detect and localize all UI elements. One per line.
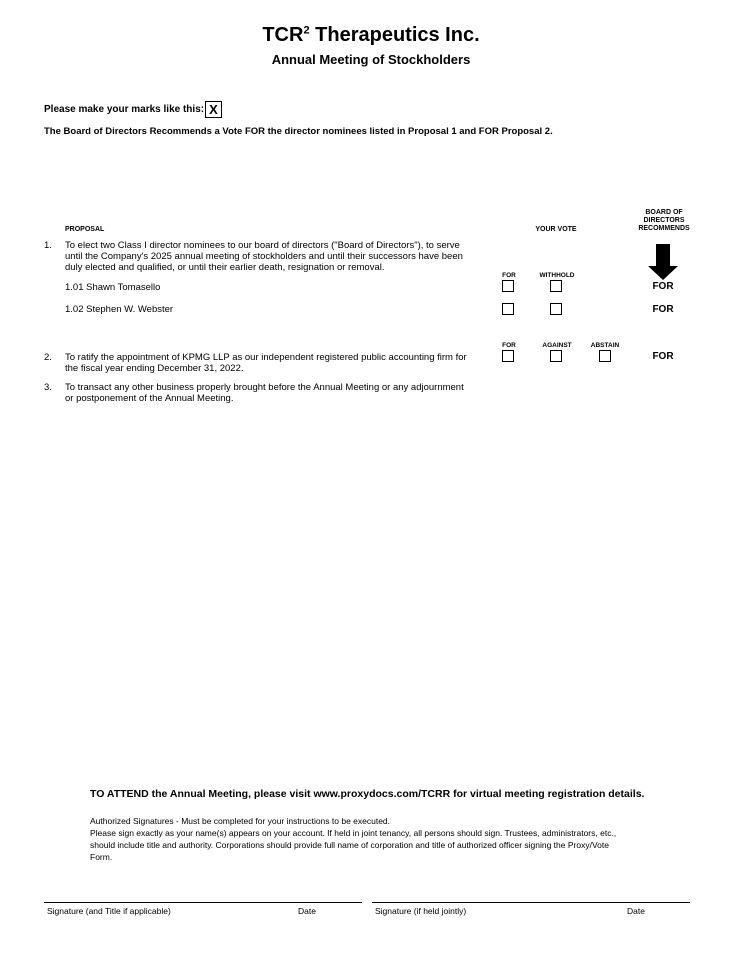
proposal-1-line: until the Company's 2025 annual meeting of stockholders and until their successors have been bbox=[65, 251, 463, 262]
proposal-2-recommendation: FOR bbox=[652, 351, 674, 362]
authorized-signatures-text bbox=[90, 815, 670, 863]
down-arrow-icon bbox=[647, 244, 679, 280]
proposal-2-against-checkbox[interactable] bbox=[550, 350, 562, 362]
nominee-1-01-recommendation: FOR bbox=[652, 281, 674, 292]
nominee-1-01-withhold-checkbox[interactable] bbox=[550, 280, 562, 292]
marks-instruction: Please make your marks like this: bbox=[44, 104, 205, 115]
signature-2-label: Signature (if held jointly) bbox=[375, 906, 467, 916]
proposal-1-for-header: FOR bbox=[502, 272, 516, 279]
proposal-2-abstain-header: ABSTAIN bbox=[590, 342, 620, 349]
signature-2-date-label: Date bbox=[627, 906, 645, 916]
auth-line: Please sign exactly as your name(s) appears on your account. If held in joint tenancy, all persons should sign. Trustees, administrators, etc., bbox=[90, 828, 617, 838]
company-name: TCR bbox=[262, 24, 304, 46]
nominee-1-02-for-checkbox[interactable] bbox=[502, 303, 514, 315]
signature-1-line[interactable] bbox=[44, 902, 362, 903]
proposal-1-text bbox=[65, 240, 485, 273]
document-title bbox=[0, 24, 742, 47]
proposal-2-line: the fiscal year ending December 31, 2022. bbox=[65, 363, 244, 374]
nominee-1-01-label: 1.01 Shawn Tomasello bbox=[65, 282, 161, 293]
meeting-title: Annual Meeting of Stockholders bbox=[271, 52, 471, 67]
board-header-line1: BOARD OF bbox=[645, 209, 683, 216]
nominee-1-02-label: 1.02 Stephen W. Webster bbox=[65, 304, 174, 315]
proposal-1-number: 1. bbox=[44, 240, 52, 251]
proposal-1-line: duly elected and qualified, or until their earlier death, resignation or removal. bbox=[65, 262, 385, 273]
nominee-1-02-withhold-checkbox[interactable] bbox=[550, 303, 562, 315]
signature-1-date-label: Date bbox=[298, 906, 316, 916]
nominee-1-02-recommendation: FOR bbox=[652, 304, 674, 315]
proposal-3-number: 3. bbox=[44, 382, 52, 393]
board-header-line2: DIRECTORS bbox=[643, 217, 685, 224]
company-suffix: Therapeutics Inc. bbox=[309, 24, 480, 46]
auth-line: Authorized Signatures - Must be completed for your instructions to be executed. bbox=[90, 816, 391, 826]
proposal-3-line: or postponement of the Annual Meeting. bbox=[65, 393, 234, 404]
proposal-2-text bbox=[65, 352, 485, 374]
auth-line: should include title and authority. Corporations should provide full name of corporation and title of authorized officer signing the Proxy/Vote bbox=[90, 840, 609, 850]
proposal-2-against-header: AGAINST bbox=[542, 342, 572, 349]
proposal-2-for-header: FOR bbox=[502, 342, 516, 349]
board-recommendation-text: The Board of Directors Recommends a Vote FOR the director nominees listed in Proposal 1 and FOR Proposal 2. bbox=[44, 126, 553, 137]
proposal-1-withhold-header: WITHHOLD bbox=[539, 272, 575, 279]
signature-2-line[interactable] bbox=[372, 902, 690, 903]
board-header-line3: RECOMMENDS bbox=[638, 225, 690, 232]
your-vote-column-header: YOUR VOTE bbox=[535, 226, 577, 233]
proposal-column-header: PROPOSAL bbox=[65, 226, 105, 233]
proposal-2-for-checkbox[interactable] bbox=[502, 350, 514, 362]
proposal-2-number: 2. bbox=[44, 352, 52, 363]
proposal-3-text bbox=[65, 382, 495, 404]
proposal-2-line: To ratify the appointment of KPMG LLP as our independent registered public accounting firm for bbox=[65, 352, 467, 363]
company-superscript: 2 bbox=[303, 24, 310, 37]
proposal-3-line: To transact any other business properly brought before the Annual Meeting or any adjournment bbox=[65, 382, 464, 393]
nominee-1-01-for-checkbox[interactable] bbox=[502, 280, 514, 292]
board-recommends-column-header bbox=[630, 209, 698, 233]
proposal-2-abstain-checkbox[interactable] bbox=[599, 350, 611, 362]
attend-meeting-text: TO ATTEND the Annual Meeting, please visit www.proxydocs.com/TCRR for virtual meeting registration details. bbox=[90, 788, 645, 800]
auth-line: Form. bbox=[90, 852, 113, 862]
signature-1-label: Signature (and Title if applicable) bbox=[47, 906, 171, 916]
proposal-1-line: To elect two Class I director nominees to our board of directors ("Board of Directors"), to serve bbox=[65, 240, 460, 251]
marks-example-box: X bbox=[205, 101, 222, 118]
